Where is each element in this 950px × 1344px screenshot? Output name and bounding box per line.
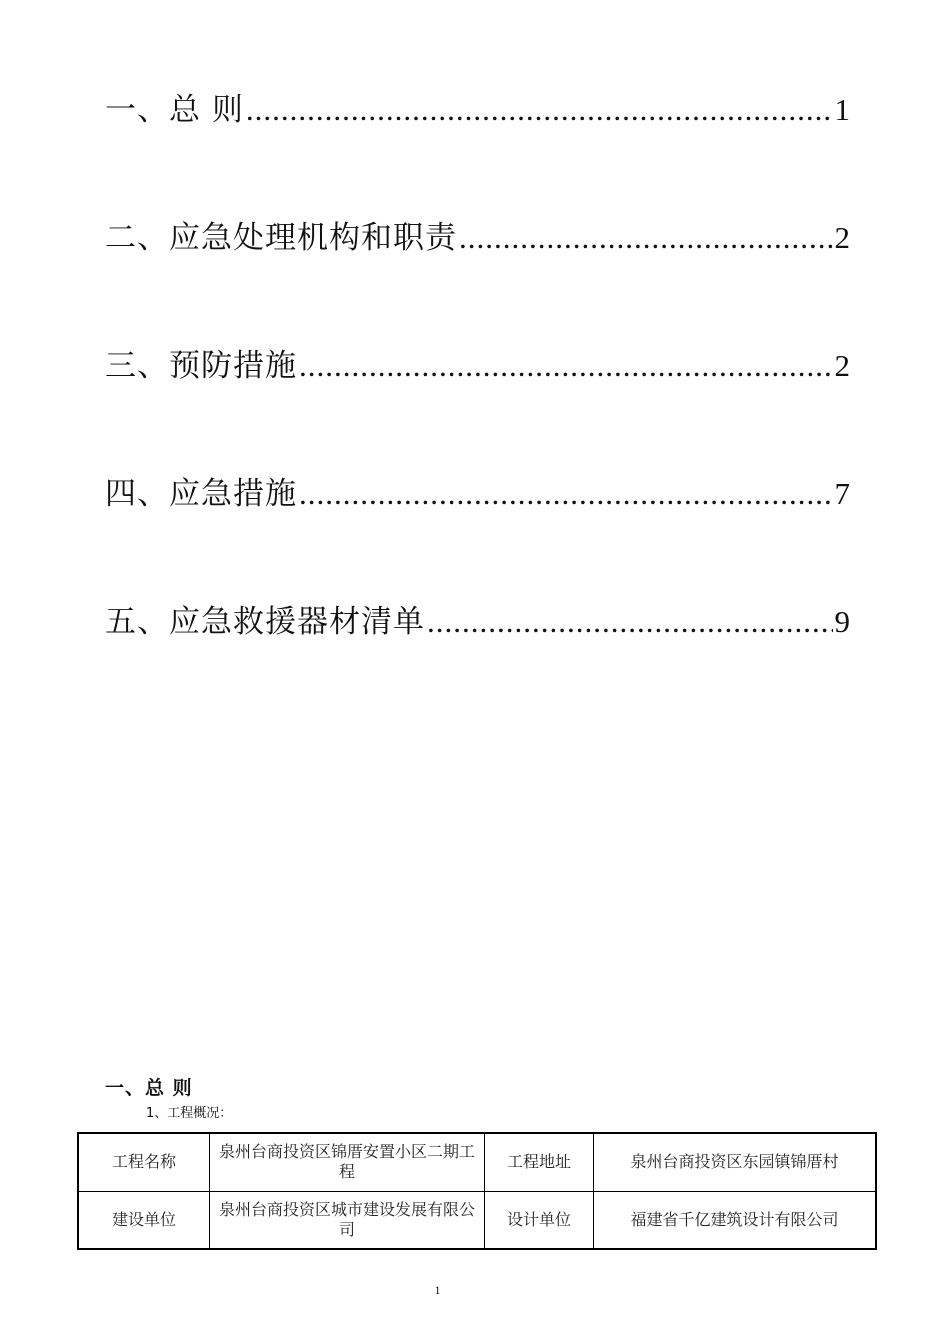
table-cell-value: 泉州台商投资区城市建设发展有限公司: [210, 1191, 485, 1249]
toc-leader-dots: [459, 208, 833, 268]
toc-leader-dots: [246, 80, 833, 140]
toc-entry-title: 一、总 则: [105, 92, 244, 128]
toc-leader-dots: [299, 336, 833, 396]
toc-entry-page: 9: [834, 604, 850, 639]
toc-entry-title: 三、预防措施: [105, 348, 297, 384]
section-subheading: 1、工程概况：: [146, 1106, 233, 1121]
toc-entry-page: 7: [834, 476, 850, 511]
toc-entry-page: 1: [834, 92, 850, 127]
toc-entry-title: 四、应急措施: [105, 476, 297, 512]
toc-entry-page: 2: [834, 220, 850, 255]
table-cell-label: 工程名称: [78, 1133, 210, 1191]
toc-entry[interactable]: [105, 464, 850, 524]
toc-entry[interactable]: [105, 80, 850, 140]
toc-entry[interactable]: [105, 592, 850, 652]
table-row: [78, 1191, 876, 1249]
table-cell-value: 福建省千亿建筑设计有限公司: [594, 1191, 877, 1249]
toc-leader-dots: [299, 464, 833, 524]
project-overview-table: [77, 1132, 877, 1250]
table-cell-label: 工程地址: [485, 1133, 594, 1191]
page-number: 1: [434, 1283, 441, 1297]
table-cell-value: 泉州台商投资区东园镇锦厝村: [594, 1133, 877, 1191]
toc-entry-page: 2: [834, 348, 850, 383]
table-cell-value: 泉州台商投资区锦厝安置小区二期工程: [210, 1133, 485, 1191]
section-heading: 一、总 则: [105, 1077, 193, 1099]
table-cell-label: 建设单位: [78, 1191, 210, 1249]
table-row: [78, 1133, 876, 1191]
toc-entry[interactable]: [105, 336, 850, 396]
toc-entry-title: 五、应急救援器材清单: [105, 604, 425, 640]
toc-entry[interactable]: [105, 208, 850, 268]
toc-leader-dots: [427, 592, 833, 652]
toc-entry-title: 二、应急处理机构和职责: [105, 220, 457, 256]
table-cell-label: 设计单位: [485, 1191, 594, 1249]
